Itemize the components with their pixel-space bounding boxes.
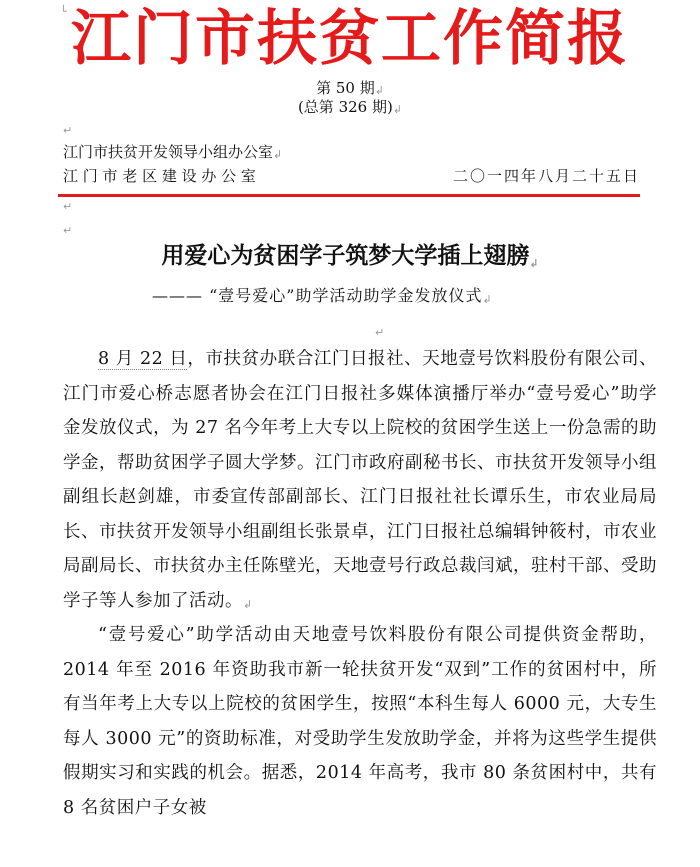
issue-number-text: 第 50 期 <box>316 79 375 97</box>
paragraph-mark: ↲ <box>392 103 403 116</box>
article-subtitle-text: ——— “壹号爱心”助学活动助学金发放仪式 <box>152 286 483 305</box>
red-divider <box>58 194 640 197</box>
publisher-org-1-text: 江门市扶贫开发领导小组办公室 <box>63 143 274 161</box>
issue-total <box>0 98 700 117</box>
event-date: 8 月 22 日 <box>98 349 188 369</box>
paragraph-mark: ↲ <box>374 84 384 97</box>
paragraph-mark: ↲ <box>243 597 253 611</box>
article-body <box>63 342 657 825</box>
article-subtitle <box>152 285 493 307</box>
paragraph-1 <box>63 342 657 618</box>
publisher-org-2: 江 门 市 老 区 建 设 办 公 室 <box>63 167 256 185</box>
paragraph-mark: ↵ <box>375 326 385 339</box>
paragraph-mark: ↲ <box>482 293 493 306</box>
publish-date: 二〇一四年八月二十五日 <box>452 167 640 185</box>
paragraph-mark: ↲ <box>529 257 539 270</box>
masthead-title: 江门市扶贫工作简报 <box>71 4 629 74</box>
paragraph-mark: ↲ <box>273 148 283 161</box>
issue-total-text: (总第 326 期) <box>297 98 393 116</box>
article-title <box>0 240 700 272</box>
paragraph-mark: ↵ <box>63 124 73 137</box>
paragraph-1-text: ，市扶贫办联合江门日报社、天地壹号饮料股份有限公司、江门市爱心桥志愿者协会在江门日报社多媒体演播厅举办“壹号爱心”助学金发放仪式，为 27 名今年考上大专以上院校的贫困学生送上一份急需的助学金，帮助贫困学子圆大学梦。江门市政府副秘书长、市扶贫开发领导小组副组长赵剑雄，市委宣传部副部长、江门日报社社长谭乐生，市农业局局长、市扶贫开发领导小组副组长张景卓，江门日报社总编辑钟筱村，市农业局副局长、市扶贫办主任陈壁光，天地壹号行政总裁闫斌，驻村干部、受助学子等人参加了活动。 <box>63 349 658 611</box>
paragraph-mark: ↵ <box>63 200 73 213</box>
issue-number <box>0 79 700 98</box>
paragraph-mark: ↵ <box>63 224 73 237</box>
publisher-org-1 <box>63 143 282 162</box>
article-title-text: 用爱心为贫困学子筑梦大学插上翅膀 <box>161 243 530 269</box>
corner-mark: └ <box>60 5 67 18</box>
paragraph-2: “壹号爱心”助学活动由天地壹号饮料股份有限公司提供资金帮助，2014 年至 2016 年资助我市新一轮扶贫开发“双到”工作的贫困村中，所有当年考上大专以上院校的贫困学生，按照“本科生每人 6000 元，大专生每人 3000 元”的资助标准，对受助学生发放助学金，并将为这些学生提供假期实习和实践的机会。据悉，2014 年高考，我市 80 条贫困村中，共有 8 名贫困户子女被 <box>63 625 657 818</box>
